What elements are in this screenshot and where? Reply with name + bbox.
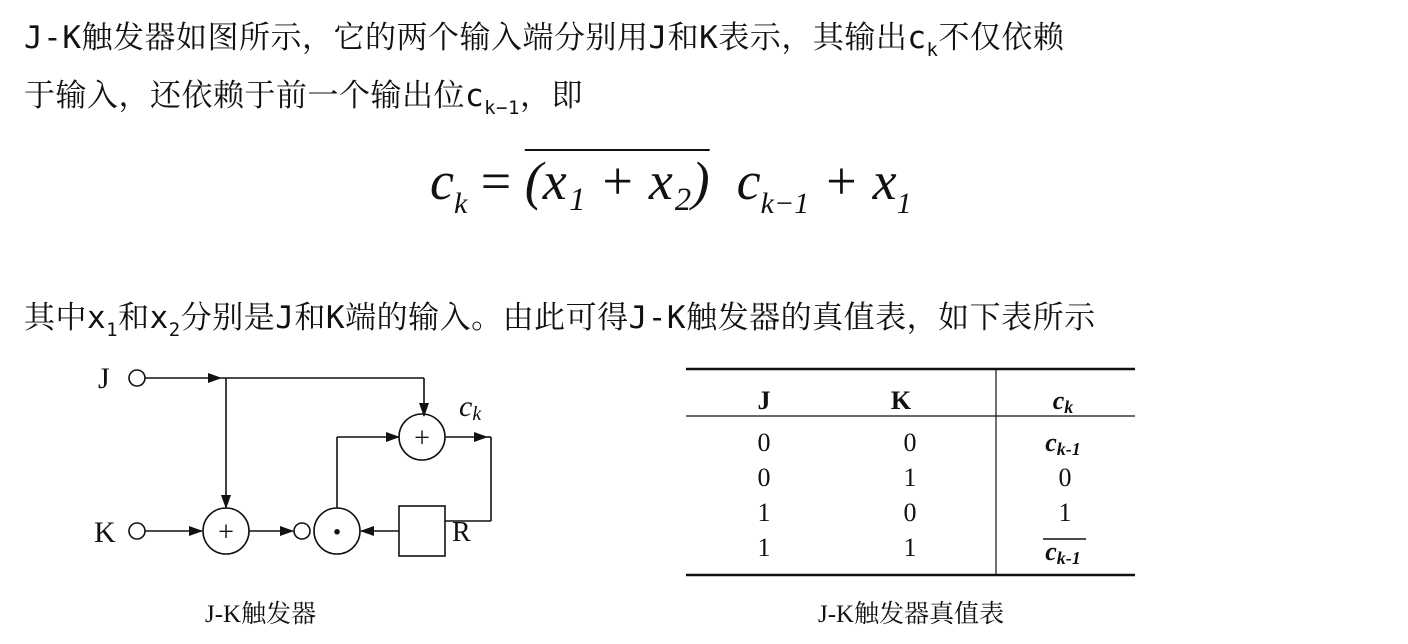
row3-j: 1 (757, 498, 771, 527)
eq-plus-x: + x (809, 151, 897, 211)
row2-j: 0 (757, 463, 771, 492)
row1-k: 0 (903, 428, 917, 457)
row1-j: 0 (757, 428, 771, 457)
row2-k: 1 (903, 463, 917, 492)
eq-equals: = (467, 151, 525, 211)
line3-text-a: 其中x (24, 300, 107, 336)
header-ck: ck (1052, 386, 1074, 417)
upper-adder-plus: + (414, 423, 430, 454)
label-r: R (452, 517, 471, 548)
lower-adder-plus: + (218, 517, 234, 548)
eq-negated-term: (x₁ + x₂) (524, 151, 710, 211)
line3-sub-b: 2 (168, 319, 181, 341)
row3-k: 0 (903, 498, 917, 527)
line2-text-end: ，即 (520, 78, 583, 114)
eq-lhs-sub: k (453, 187, 468, 220)
label-j: J (98, 362, 110, 395)
header-k: K (890, 386, 912, 415)
row2-c: 0 (1058, 463, 1072, 492)
line3-text-b: 和x (118, 300, 169, 336)
row4-c: ck-1 (1045, 537, 1081, 568)
line1-subscript: k (926, 39, 939, 61)
eq-c: c (736, 151, 761, 211)
eq-x-sub: 1 (896, 187, 912, 220)
line1-text: J-K触发器如图所示，它的两个输入端分别用J和K表示，其输出c (24, 20, 927, 56)
label-k: K (94, 516, 116, 549)
row4-j: 1 (757, 533, 771, 562)
line2-subscript: k−1 (484, 97, 520, 119)
line1-text-end: 不仅依赖 (938, 20, 1065, 56)
row4-k: 1 (903, 533, 917, 562)
and-gate-dot: · (331, 514, 343, 551)
row1-c: ck-1 (1045, 428, 1081, 459)
line3-text-c: 分别是J和K端的输入。由此可得J-K触发器的真值表，如下表所示 (180, 300, 1096, 336)
header-j: J (757, 386, 771, 415)
eq-lhs: c (430, 151, 454, 211)
line3-sub-a: 1 (106, 319, 119, 341)
row3-c: 1 (1058, 498, 1072, 527)
table-caption: J-K触发器真值表 (818, 601, 1005, 628)
line2-text: 于输入，还依赖于前一个输出位c (24, 78, 485, 114)
diagram-caption: J-K触发器 (205, 601, 317, 628)
label-ck: ck (459, 390, 482, 425)
eq-c-sub: k−1 (760, 187, 810, 220)
